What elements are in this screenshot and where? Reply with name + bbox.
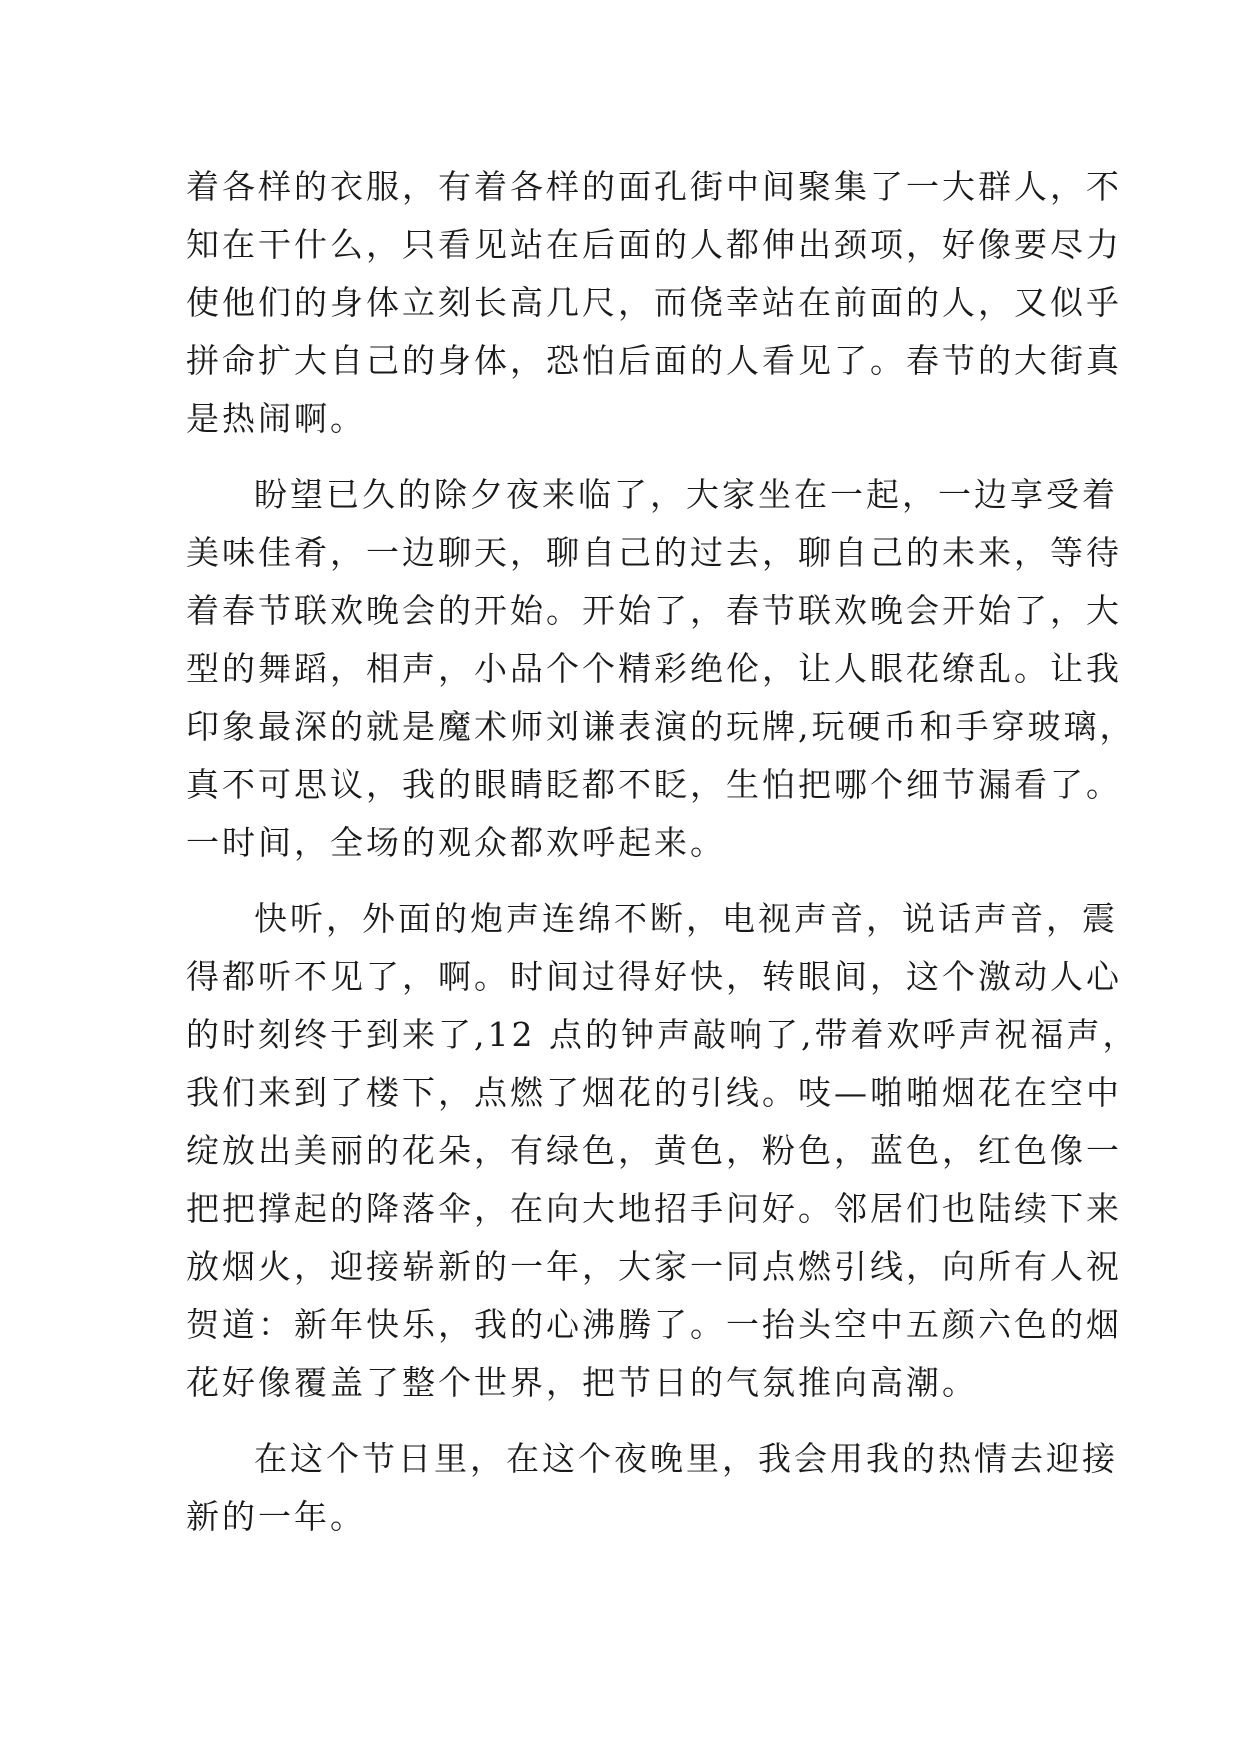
body-text xyxy=(186,158,1139,1546)
text-line: 美味佳肴，一边聊天，聊自己的过去，聊自己的未来，等待 xyxy=(186,533,1122,572)
paragraph-start-line: 盼望已久的除夕夜来临了，大家坐在一起，一边享受着 xyxy=(254,475,1118,514)
text-line: 印象最深的就是魔术师刘谦表演的玩牌,玩硬币和手穿玻璃， xyxy=(186,707,1136,746)
text-line: 一时间，全场的观众都欢呼起来。 xyxy=(186,823,726,862)
text-line: 放烟火，迎接崭新的一年，大家一同点燃引线，向所有人祝 xyxy=(186,1247,1122,1286)
text-line: 型的舞蹈，相声，小品个个精彩绝伦，让人眼花缭乱。让我 xyxy=(186,649,1122,688)
text-line: 是热闹啊。 xyxy=(186,399,366,438)
text-line: 拼命扩大自己的身体，恐怕后面的人看见了。春节的大街真 xyxy=(186,341,1122,380)
text-line: 我们来到了楼下，点燃了烟花的引线。吱—啪啪烟花在空中 xyxy=(186,1073,1122,1112)
text-line: 着春节联欢晚会的开始。开始了，春节联欢晚会开始了，大 xyxy=(186,591,1122,630)
text-line: 绽放出美丽的花朵，有绿色，黄色，粉色，蓝色，红色像一 xyxy=(186,1131,1122,1170)
text-line: 真不可思议，我的眼睛眨都不眨，生怕把哪个细节漏看了。 xyxy=(186,765,1122,804)
text-line: 新的一年。 xyxy=(186,1497,366,1536)
text-line: 花好像覆盖了整个世界，把节日的气氛推向高潮。 xyxy=(186,1363,978,1402)
text-line: 贺道：新年快乐，我的心沸腾了。一抬头空中五颜六色的烟 xyxy=(186,1305,1122,1344)
text-line: 知在干什么，只看见站在后面的人都伸出颈项，好像要尽力 xyxy=(186,225,1122,264)
text-line: 的时刻终于到来了,12 点的钟声敲响了,带着欢呼声祝福声， xyxy=(186,1015,1139,1054)
text-line: 把把撑起的降落伞，在向大地招手问好。邻居们也陆续下来 xyxy=(186,1189,1122,1228)
text-line: 着各样的衣服，有着各样的面孔街中间聚集了一大群人，不 xyxy=(186,167,1122,206)
text-line: 使他们的身体立刻长高几尺，而侥幸站在前面的人，又似乎 xyxy=(186,283,1122,322)
text-line: 得都听不见了，啊。时间过得好快，转眼间，这个激动人心 xyxy=(186,957,1122,996)
paragraph-start-line: 快听，外面的炮声连绵不断，电视声音，说话声音，震 xyxy=(254,899,1118,938)
paragraph-start-line: 在这个节日里，在这个夜晚里，我会用我的热情去迎接 xyxy=(254,1439,1118,1478)
